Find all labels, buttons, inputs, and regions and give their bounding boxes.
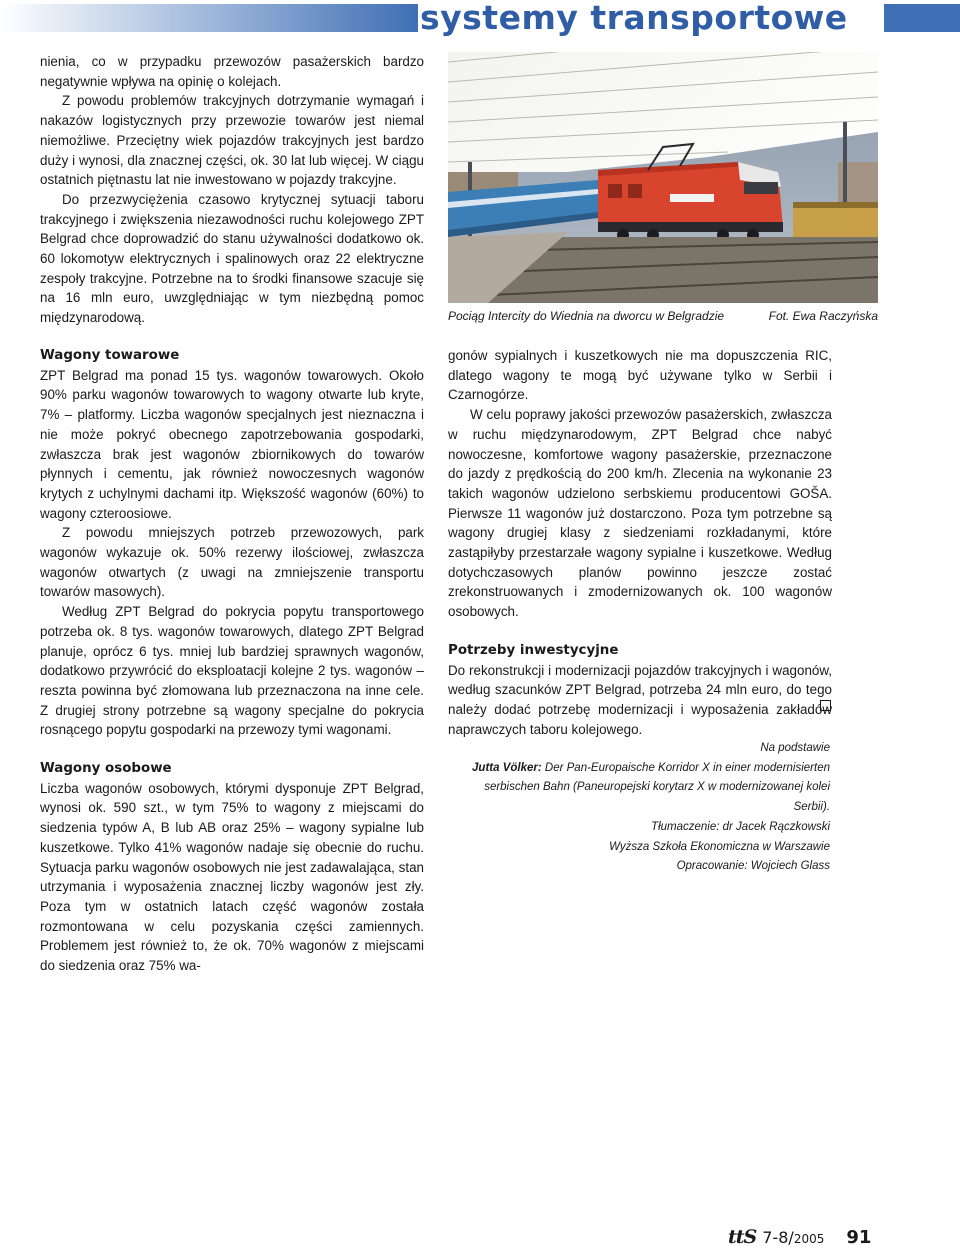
train-photo <box>448 52 878 303</box>
section-title: systemy transportowe <box>420 0 848 37</box>
section-heading: Wagony osobowe <box>40 761 172 777</box>
section-heading: Potrzeby inwestycyjne <box>448 642 619 658</box>
magazine-logo: ttS <box>728 1226 757 1248</box>
caption-text: Pociąg Intercity do Wiednia na dworcu w Belgradzie <box>448 309 725 323</box>
header-accent-bar <box>884 4 960 32</box>
paragraph: Według ZPT Belgrad do pokrycia popytu transportowego potrzeba ok. 8 tys. wagonów towarowych, dlatego ZPT Belgrad planuje, oprócz 6 tys. mniej lub bardziej sprawnych wagonów, dodatkowo przywrócić do eksploatacji kolejne 2 tys. wagonów – reszta powinna być złomowana lub przeznaczona na inne cele. Z drugiej strony potrzebne są wagony specjalne do pokrycia rosnącego popytu gospodarki na przewozy tymi wagonami. <box>40 604 424 738</box>
column-top-left <box>40 52 424 328</box>
paragraph: Z powodu problemów trakcyjnych dotrzymanie wymagań i nakazów logistycznych przy przewozie towarów jest niemal niemożliwe. Przeciętny wiek pojazdów trakcyjnych jest bardzo duży i wynosi, dla znacznej części, ok. 30 lat lub więcej. W ciągu ostatnich piętnastu lat nie inwestowano w pojazdy trakcyjne. <box>40 93 424 188</box>
issue-number: 7-8/ <box>762 1228 794 1247</box>
header-gradient-bar <box>0 4 418 32</box>
source-credit <box>448 739 830 817</box>
translation-credit <box>448 818 830 877</box>
photo-credit: Fot. Ewa Raczyńska <box>768 309 878 323</box>
school: Wyższa Szkoła Ekonomiczna w Warszawie <box>609 840 830 853</box>
paragraph: Do przezwyciężenia czasowo krytycznej sytuacji taboru trakcyjnego i zwiększenia niezawodności ruchu kolejowego ZPT Belgrad chce doprowadzić do stanu używalności dodatkowo ok. 60 lokomotyw elektrycznych i spalinowych oraz 22 elektryczne zespoły trakcyjne. Potrzebne na to środki finansowe szacuje się na 16 mln euro, uwzględniając w tym niezbędną pomoc międzynarodową. <box>40 191 424 326</box>
column-bottom-right <box>448 346 832 739</box>
paragraph: ZPT Belgrad ma ponad 15 tys. wagonów towarowych. Około 90% parku wagonów towarowych to wagony otwarte lub kryte, 7% – platformy. Liczba wagonów specjalnych jest nieznaczna i nie może pokryć obecnego zapotrzebowania gospodarki, zwłaszcza brak jest wagonów zbiornikowych do towarów płynnych i cementu, jak również nowoczesnych wagonów krytych z uchylnymi dachami itp. Większość wagonów (60%) to wagony czteroosiowe. <box>40 367 424 521</box>
source-title: Der Pan-Europaische Korridor X in einer modernisierten serbischen Bahn (Paneuropejski korytarz X w modernizowanej kolei Serbii). <box>484 761 830 813</box>
spacer <box>40 740 424 759</box>
paragraph: Do rekonstrukcji i modernizacji pojazdów trakcyjnych i wagonów, według szacunków ZPT Belgrad, potrzeba 24 mln euro, do tego należy dodać potrzebę modernizacji i wyposażenia zakładów naprawczych taboru kolejowego. <box>448 662 832 737</box>
page-number: 91 <box>846 1227 872 1248</box>
editor: Opracowanie: Wojciech Glass <box>676 860 830 872</box>
paragraph: gonów sypialnych i kuszetkowych nie ma dopuszczenia RIC, dlatego wagony te mogą być używane tylko w Serbii i Czarnogórze. <box>448 348 832 403</box>
spacer <box>448 622 832 641</box>
paragraph: nienia, co w przypadku przewozów pasażerskich bardzo negatywnie wpływa na opinię o kolejach. <box>40 54 424 89</box>
end-of-article-mark <box>820 700 831 711</box>
photo-caption <box>448 309 878 323</box>
train-illustration <box>448 52 878 303</box>
page-footer <box>728 1226 888 1248</box>
issue-year: 2005 <box>793 1232 825 1246</box>
source-author: Jutta Völker: <box>472 761 542 774</box>
source-reference <box>448 759 830 818</box>
basis-label: Na podstawie <box>760 742 830 754</box>
column-bottom-left <box>40 346 424 976</box>
paragraph: W celu poprawy jakości przewozów pasażerskich, zwłaszcza w ruchu międzynarodowym, ZPT Belgrad chce nabyć nowoczesne, komfortowe wagony pasażerskie, przeznaczone do jazdy z prędkością do 200 km/h. Zlecenia na wykonanie 23 takich wagonów udzielono serbskiemu producentowi GOŠA. Pierwsze 11 wagonów już dostarczono. Poza tym potrzebne są wagony drugiej klasy z siedzeniami rozkładanymi, które zastąpiłyby przestarzałe wagony sypialne i kuszetkowe. Według dotychczasowych planów powinno jeszcze zostać zrekonstruowanych i zmodernizowanych ok. 100 wagonów osobowych. <box>448 407 832 620</box>
paragraph: Z powodu mniejszych potrzeb przewozowych, park wagonów wykazuje ok. 50% rezerwy ilościowej, zwłaszcza wagonów otwartych (z uwagi na zmniejszenie transportu towarów masowych). <box>40 525 424 600</box>
translator: Tłumaczenie: dr Jacek Rączkowski <box>651 821 830 833</box>
section-heading: Wagony towarowe <box>40 348 180 363</box>
paragraph: Liczba wagonów osobowych, którymi dysponuje ZPT Belgrad, wynosi ok. 590 szt., w tym 75% to wagony z miejscami do siedzenia typów A, B lub AB oraz 25% – wagony sypialne lub kuszetkowe. Tylko 41% wagonów nadaje się obecnie do ruchu. Sytuacja parku wagonów osobowych nie jest zadawalająca, stan utrzymania i wyposażenia znacznej liczby wagonów jest zły. Poza tym w ostatnich latach część wagonów została rozmontowana w celu pozyskania części zamiennych. Problemem jest również to, że ok. 70% wagonów z miejscami do siedzenia oraz 75% wa- <box>40 780 424 974</box>
